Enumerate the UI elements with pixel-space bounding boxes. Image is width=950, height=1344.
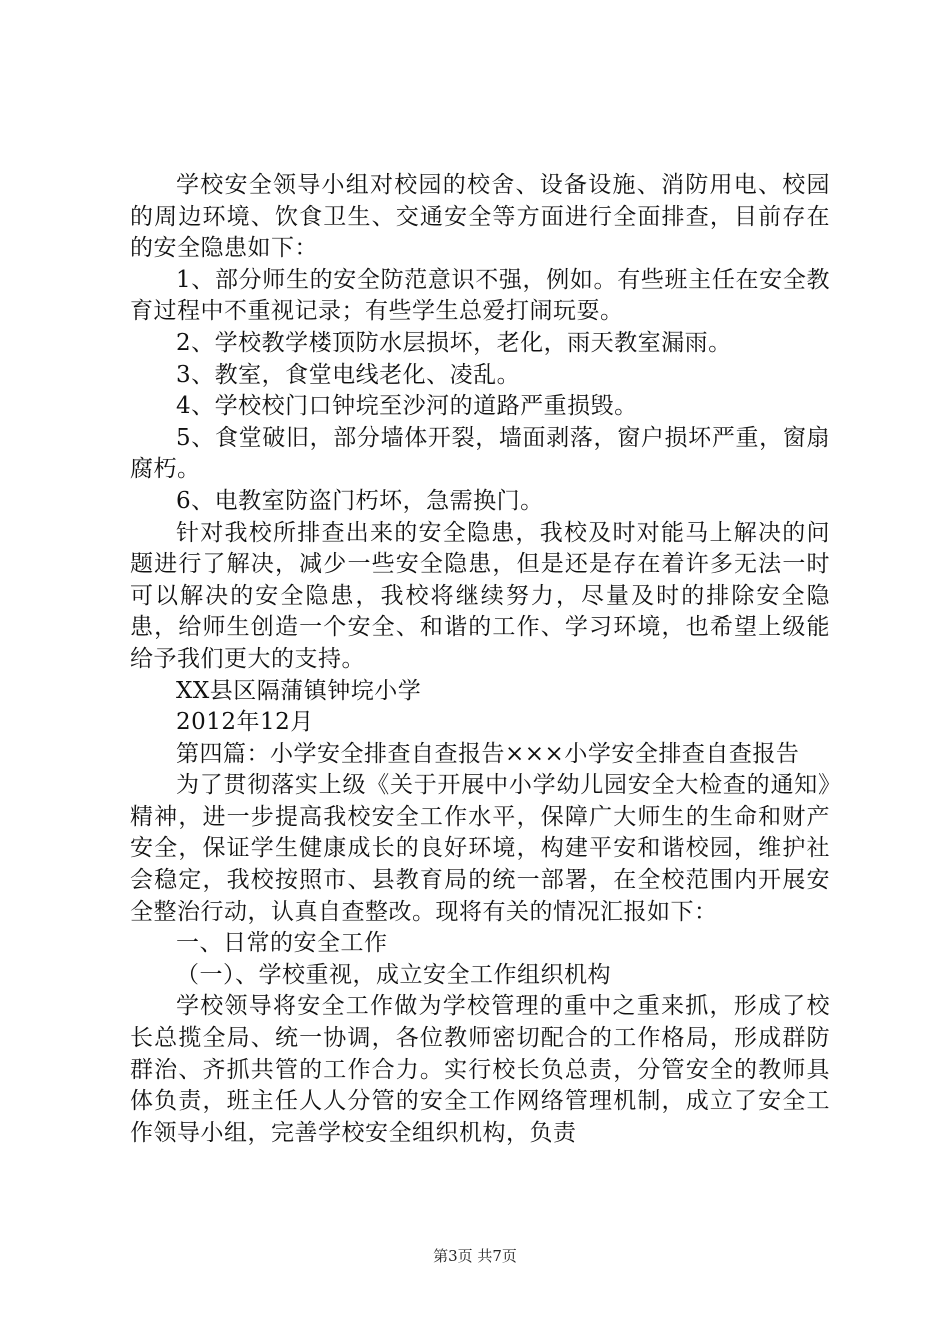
paragraph-item-2: 2、学校教学楼顶防水层损坏，老化，雨天教室漏雨。 [176, 329, 732, 356]
subheading-organization: （一）、学校重视，成立安全工作组织机构 [176, 961, 611, 988]
paragraph-item-6: 6、电教室防盗门朽坏，急需换门。 [176, 487, 544, 514]
paragraph-intro: 学校安全领导小组对校园的校舍、设备设施、消防用电、校园的周边环境、饮食卫生、交通安全等方面进行全面排查，目前存在的安全隐患如下： [130, 172, 830, 262]
paragraph-item-5: 5、食堂破旧，部分墙体开裂，墙面剥落，窗户损坏严重，窗扇腐朽。 [130, 424, 830, 483]
paragraph-item-1: 1、部分师生的安全防范意识不强，例如。有些班主任在安全教育过程中不重视记录；有些学生总爱打闹玩耍。 [130, 266, 830, 325]
paragraph-fourth-intro: 为了贯彻落实上级《关于开展中小学幼儿园安全大检查的通知》精神，进一步提高我校安全工作水平，保障广大师生的生命和财产安全，保证学生健康成长的良好环境，构建平安和谐校园，维护社会稳定，我校按照市、县教育局的统一部署，在全校范围内开展安全整治行动，认真自查整改。现将有关的情况汇报如下： [130, 772, 830, 925]
paragraph-organization: 学校领导将安全工作做为学校管理的重中之重来抓，形成了校长总揽全局、统一协调，各位教师密切配合的工作格局，形成群防群治、齐抓共管的工作合力。实行校长负总责，分管安全的教师具体负责，班主任人人分管的安全工作网络管理机制，成立了安全工作领导小组，完善学校安全组织机构，负责 [130, 993, 830, 1146]
document-body [130, 170, 830, 1149]
signature-date: 2012年12月 [176, 709, 314, 736]
paragraph-item-3: 3、教室，食堂电线老化、凌乱。 [176, 361, 521, 388]
heading-daily-safety: 一、日常的安全工作 [176, 930, 388, 957]
paragraph-item-4: 4、学校校门口钟垸至沙河的道路严重损毁。 [176, 393, 638, 420]
paragraph-conclusion: 针对我校所排查出来的安全隐患，我校及时对能马上解决的问题进行了解决，减少一些安全隐患，但是还是存在着许多无法一时可以解决的安全隐患，我校将继续努力，尽量及时的排除安全隐患，给师生创造一个安全、和谐的工作、学习环境，也希望上级能给予我们更大的支持。 [130, 519, 830, 672]
page-footer: 第3页 共7页 [433, 1247, 517, 1265]
section-heading-fourth: 第四篇：小学安全排查自查报告×××小学安全排查自查报告 [176, 740, 800, 767]
signature-school: XX县区隔蒲镇钟垸小学 [176, 677, 422, 704]
